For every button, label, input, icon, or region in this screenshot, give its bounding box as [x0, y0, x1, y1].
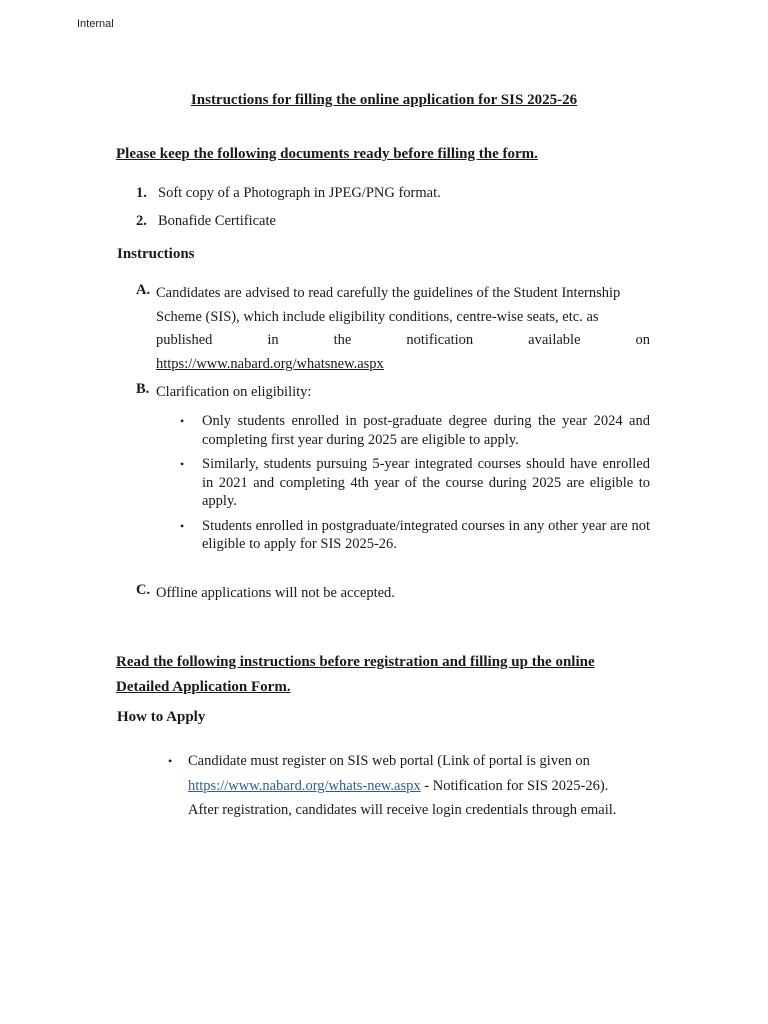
bullet-icon: • [168, 754, 173, 768]
list-item [136, 213, 441, 241]
instruction-a-line: Scheme (SIS), which include eligibility conditions, centre-wise seats, etc. as [156, 308, 599, 325]
bullet-text: Students enrolled in postgraduate/integrated courses in any other year are not eligible to apply for SIS 2025-26. [202, 517, 650, 552]
apply-line [188, 774, 650, 799]
portal-link[interactable]: https://www.nabard.org/whats-new.aspx [188, 777, 421, 794]
instruction-a-justified-line [156, 329, 650, 353]
instruction-a-line: Candidates are advised to read carefully the guidelines of the Student Internship [156, 285, 621, 301]
word: available [528, 332, 581, 348]
list-item [180, 455, 650, 511]
bullet-icon: • [180, 457, 185, 471]
instruction-b-text: Clarification on eligibility: [156, 384, 312, 400]
apply-line-rest: - Notification for SIS 2025-26). [420, 777, 609, 794]
list-item [180, 517, 650, 554]
list-item [136, 185, 441, 213]
apply-line: After registration, candidates will receive login credentials through email. [188, 802, 617, 818]
list-item [180, 412, 650, 449]
eligibility-bullets [180, 412, 650, 560]
word: the [333, 332, 352, 348]
guidelines-link[interactable]: https://www.nabard.org/whatsnew.aspx [156, 355, 384, 372]
how-to-apply-heading: How to Apply [117, 709, 206, 725]
registration-heading: Read the following instructions before registration and filling up the online Detailed Application Form. [116, 654, 595, 695]
page-title: Instructions for filling the online application for SIS 2025-26 [190, 92, 578, 108]
documents-heading: Please keep the following documents ready before filling the form. [116, 146, 538, 162]
list-number: 2. [136, 213, 147, 229]
bullet-text: Only students enrolled in post-graduate degree during the year 2024 and completing first year during 2025 are eligible to apply. [202, 413, 650, 448]
bullet-text: Similarly, students pursuing 5-year integrated courses should have enrolled in 2021 and completing 4th year of the course during 2025 are eligible to apply. [202, 456, 650, 509]
apply-line: Candidate must register on SIS web portal (Link of portal is given on [188, 753, 590, 769]
word: notification [406, 332, 474, 348]
bullet-icon: • [180, 414, 185, 428]
how-to-apply-text [188, 749, 650, 823]
instruction-letter: A. [136, 282, 151, 298]
instructions-heading: Instructions [117, 246, 195, 262]
instruction-a-body [156, 282, 650, 376]
list-number: 1. [136, 185, 147, 201]
list-text: Bonafide Certificate [158, 213, 276, 229]
bullet-icon: • [180, 518, 185, 533]
instruction-letter: B. [136, 381, 150, 397]
instruction-c-text: Offline applications will not be accepted. [156, 585, 395, 601]
documents-list [136, 185, 441, 241]
word: in [267, 332, 279, 348]
list-text: Soft copy of a Photograph in JPEG/PNG format. [158, 185, 441, 201]
instruction-letter: C. [136, 582, 151, 598]
word: published [156, 332, 213, 348]
word: on [635, 332, 650, 348]
classification-label: Internal [77, 18, 114, 30]
